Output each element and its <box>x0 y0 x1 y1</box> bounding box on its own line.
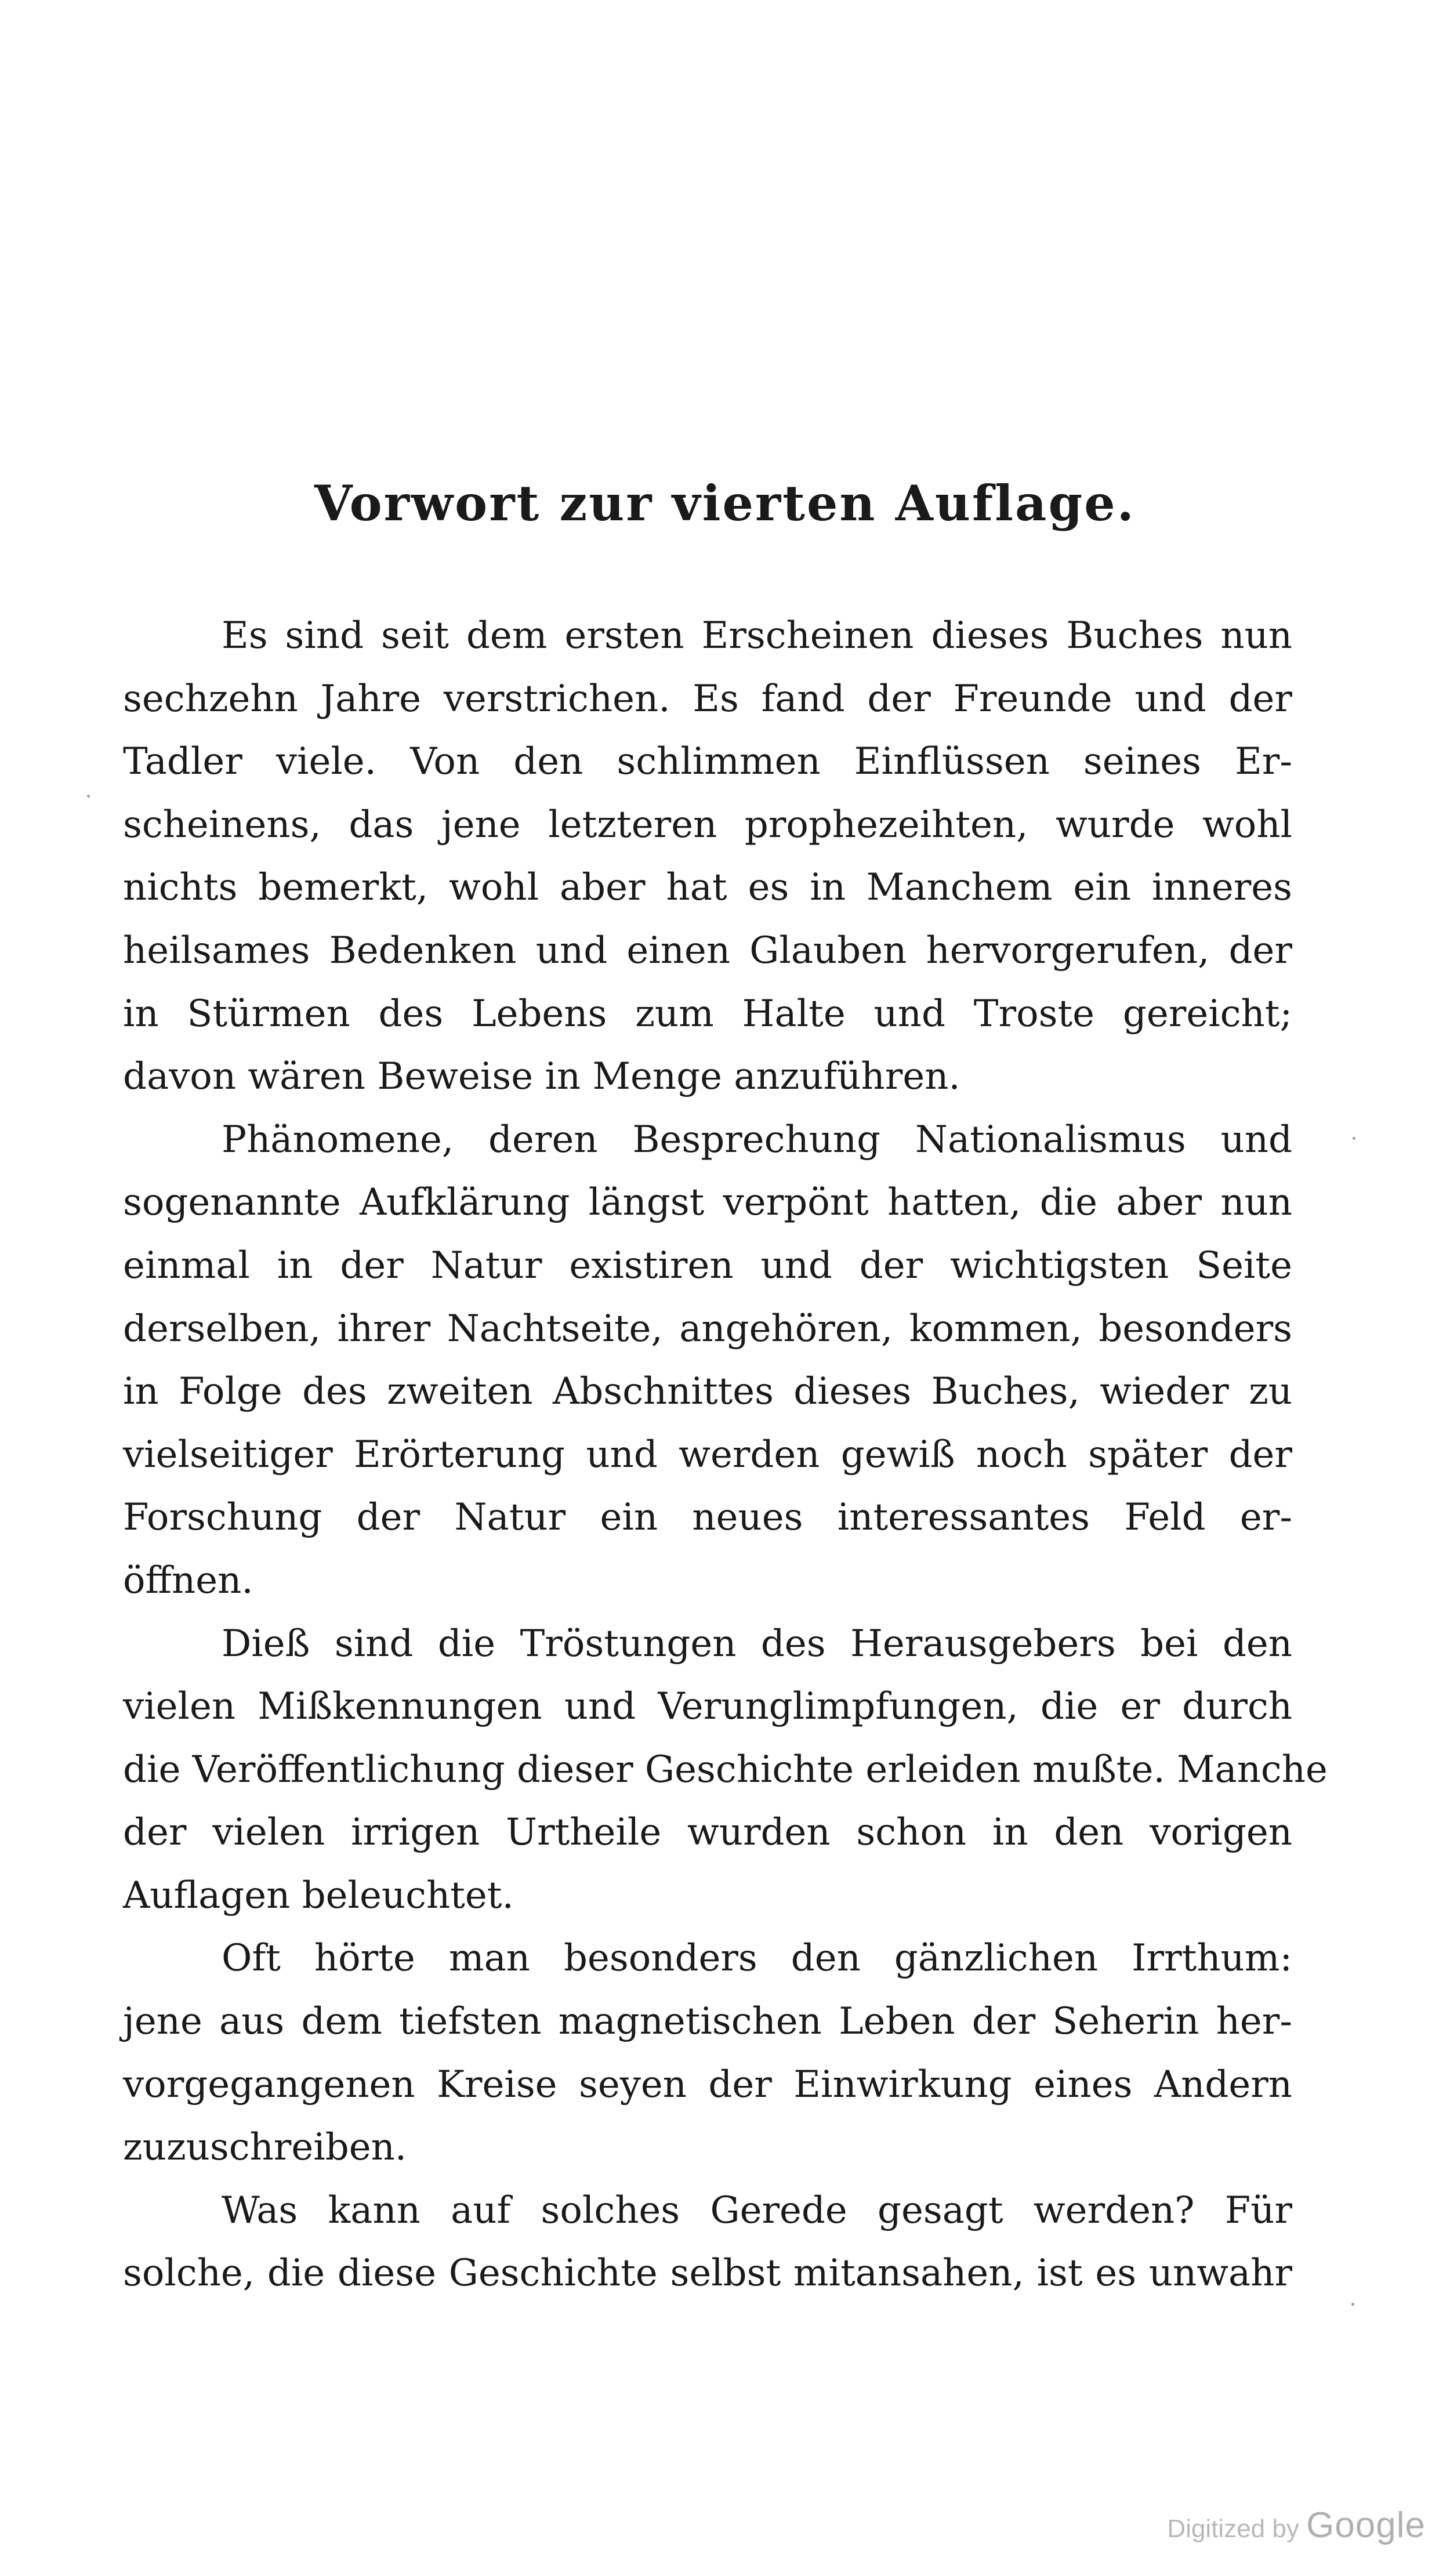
paragraph <box>123 2179 1292 2305</box>
paper-speck <box>1351 2303 1354 2306</box>
text-line: Tadler viele. Von den schlimmen Einflüssen seines Er- <box>123 740 1292 784</box>
text-line: die Veröffentlichung dieser Geschichte erleiden mußte. Manche <box>123 1748 1328 1791</box>
text-line: sechzehn Jahre verstrichen. Es fand der Freunde und der <box>123 677 1292 720</box>
watermark-prefix: Digitized by <box>1167 2515 1299 2543</box>
text-line: nichts bemerkt, wohl aber hat es in Manchem ein inneres <box>123 866 1292 910</box>
text-line: Es sind seit dem ersten Erscheinen dieses Buches nun <box>222 614 1292 657</box>
text-line: derselben, ihrer Nachtseite, angehören, kommen, besonders <box>123 1307 1292 1350</box>
text-line: Auflagen beleuchtet. <box>123 1874 514 1917</box>
text-line: davon wären Beweise in Menge anzuführen. <box>123 1055 960 1099</box>
text-line: vorgegangenen Kreise seyen der Einwirkung eines Andern <box>123 2063 1292 2106</box>
text-line: Oft hörte man besonders den gänzlichen Irrthum: <box>222 1937 1292 1980</box>
paragraph <box>123 1927 1292 2179</box>
paper-speck <box>87 795 90 798</box>
text-line: öffnen. <box>123 1559 253 1602</box>
text-line: Forschung der Natur ein neues interessantes Feld er- <box>123 1496 1292 1539</box>
paragraph <box>123 1613 1328 1928</box>
text-line: in Stürmen des Lebens zum Halte und Troste gereicht; <box>123 992 1292 1035</box>
text-line: sogenannte Aufklärung längst verpönt hatten, die aber nun <box>123 1181 1292 1224</box>
text-line: scheinens, das jene letzteren prophezeihten, wurde wohl <box>123 803 1292 846</box>
paragraph <box>123 604 1292 1108</box>
text-line: in Folge des zweiten Abschnittes dieses Buches, wieder zu <box>123 1370 1292 1414</box>
text-line: vielen Mißkennungen und Verunglimpfungen, die er durch <box>123 1685 1292 1729</box>
page-title: Vorwort zur vierten Auflage. <box>314 474 1136 532</box>
text-line: Phänomene, deren Besprechung Nationalismus und <box>222 1118 1292 1161</box>
text-line: jene aus dem tiefsten magnetischen Leben der Seherin her- <box>123 2000 1292 2044</box>
digitized-watermark <box>1167 2505 1426 2546</box>
paragraph <box>123 1108 1292 1613</box>
body-text <box>123 604 1328 2305</box>
text-line: Was kann auf solches Gerede gesagt werden? Für <box>222 2189 1292 2232</box>
paper-speck <box>1353 1137 1355 1140</box>
text-line: Dieß sind die Tröstungen des Herausgebers bei den <box>222 1622 1292 1665</box>
text-line: solche, die diese Geschichte selbst mitansahen, ist es unwahr <box>123 2252 1292 2295</box>
text-line: der vielen irrigen Urtheile wurden schon in den vorigen <box>123 1811 1292 1854</box>
text-line: heilsames Bedenken und einen Glauben hervorgerufen, der <box>123 929 1292 972</box>
text-line: einmal in der Natur existiren und der wichtigsten Seite <box>123 1244 1292 1287</box>
text-line: vielseitiger Erörterung und werden gewiß noch später der <box>123 1433 1292 1476</box>
watermark-brand: Google <box>1306 2505 1426 2545</box>
text-line: zuzuschreiben. <box>123 2126 407 2169</box>
